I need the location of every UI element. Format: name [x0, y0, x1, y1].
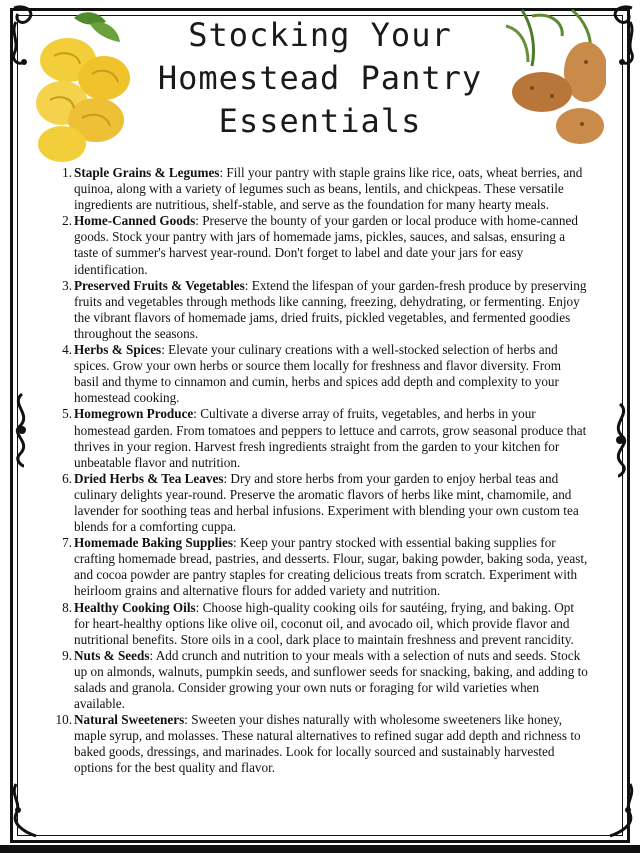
bottom-bar: [0, 845, 640, 853]
list-item: [58, 165, 588, 213]
item-heading: Dried Herbs & Tea Leaves: [74, 470, 224, 486]
item-number: 6.: [62, 470, 72, 486]
item-description: : Cultivate a diverse array of fruits, vegetables, and herbs in your homestead garden. From tomatoes and peppers to lettuce and carrots, grow seasonal produce that thrives in your region. Harvest fresh ingredients straight from the garden to your kitchen for unbeatable flavor and nutrition.: [74, 406, 587, 470]
title-line-3: Essentials: [218, 102, 422, 140]
list-item: [58, 213, 588, 277]
item-description: : Choose high-quality cooking oils for sautéing, frying, and baking. Opt for heart-healthy options like olive oil, coconut oil, and avocado oil, which provide flavor and nutritional benefits. Store oils in a cool, dark place to maintain freshness and prevent rancidity.: [74, 599, 574, 647]
bottom-right-flourish-ornament: [596, 780, 640, 844]
item-number: 8.: [62, 599, 72, 615]
item-description: : Dry and store herbs from your garden to enjoy herbal teas and culinary delights year-round. Preserve the aromatic flavors of herbs like mint, chamomile, and lavender for soothing teas and herbal infusions. Experiment with blending your own custom tea blends for a comforting cuppa.: [74, 470, 579, 535]
right-side-flourish-ornament: [600, 400, 640, 480]
item-description: : Fill your pantry with staple grains like rice, oats, wheat berries, and quinoa, along with a variety of legumes such as beans, lentils, and chickpeas. These versatile ingredients are nutritious, shelf-stable, and serve as the foundation for many hearty meals.: [74, 165, 583, 213]
item-heading: Natural Sweeteners: [74, 712, 185, 728]
item-number: 7.: [62, 535, 72, 551]
list-item: [58, 600, 588, 648]
lemon-pasta-illustration: [34, 8, 138, 168]
bottom-left-flourish-ornament: [6, 780, 50, 844]
item-heading: Homegrown Produce: [74, 406, 194, 422]
item-heading: Herbs & Spices: [74, 342, 162, 358]
title-line-1: Stocking Your: [188, 16, 452, 54]
item-description: : Add crunch and nutrition to your meals with a selection of nuts and seeds. Stock up on almonds, walnuts, pumpkin seeds, and sunflower seeds for snacking, baking, and adding to salads and granola. Consider growing your own nuts or foraging for wild varieties when available.: [74, 647, 588, 712]
list-item: [58, 342, 588, 406]
item-heading: Nuts & Seeds: [74, 647, 150, 663]
left-side-flourish-ornament: [2, 390, 42, 470]
item-number: 1.: [62, 165, 72, 180]
potatoes-illustration: [502, 6, 606, 156]
title-line-2: Homestead Pantry: [157, 59, 483, 97]
item-heading: Homemade Baking Supplies: [74, 535, 234, 551]
item-heading: Healthy Cooking Oils: [74, 599, 196, 615]
item-number: 4.: [62, 342, 72, 358]
item-description: : Elevate your culinary creations with a well-stocked selection of herbs and spices. Grow your own herbs or source them locally for freshness and flavor diversity. From basil and thyme to cinnamon and cumin, herbs and spices add depth and complexity to your homestead cooking.: [74, 342, 561, 406]
item-heading: Staple Grains & Legumes: [74, 165, 220, 180]
item-number: 2.: [62, 213, 72, 229]
item-heading: Preserved Fruits & Vegetables: [74, 277, 245, 293]
item-number: 10.: [55, 712, 72, 728]
item-number: 9.: [62, 647, 72, 663]
list-item: [58, 278, 588, 342]
page-title: [130, 14, 510, 143]
item-description: : Keep your pantry stocked with essential baking supplies for crafting homemade bread, pastries, and desserts. Flour, sugar, baking powder, baking soda, yeast, and cocoa powder are pantry staples for creating delicious treats from scratch. Experiment with heirloom grains and alternative flours for added variety and nutrition.: [74, 535, 588, 599]
list-item: [58, 471, 588, 535]
item-number: 5.: [62, 406, 72, 422]
list-item: [58, 406, 588, 470]
pantry-essentials-list: [55, 165, 588, 777]
item-number: 3.: [62, 277, 72, 293]
list-item: [58, 535, 588, 599]
list-item: [55, 712, 588, 776]
item-description: : Sweeten your dishes naturally with wholesome sweeteners like honey, maple syrup, and molasses. These natural alternatives to refined sugar add depth and richness to baked goods, dressings, and marinades. Look for locally sourced and sustainably harvested options for the best quality and flavor.: [74, 712, 581, 776]
list-item: [58, 648, 588, 712]
item-description: : Preserve the bounty of your garden or local produce with home-canned goods. Stock your pantry with jars of homemade jams, pickles, sauces, and salsas, ensuring a taste of summer's harvest year-round. Don't forget to label and date your jars for easy identification.: [74, 213, 578, 277]
item-heading: Home-Canned Goods: [74, 213, 196, 229]
item-description: : Extend the lifespan of your garden-fresh produce by preserving fruits and vegetables through methods like canning, freezing, dehydrating, or fermenting. Enjoy the vibrant flavors of homemade jams, dried fruits, pickled vegetables, and fermented goodies throughout the seasons.: [74, 277, 587, 341]
